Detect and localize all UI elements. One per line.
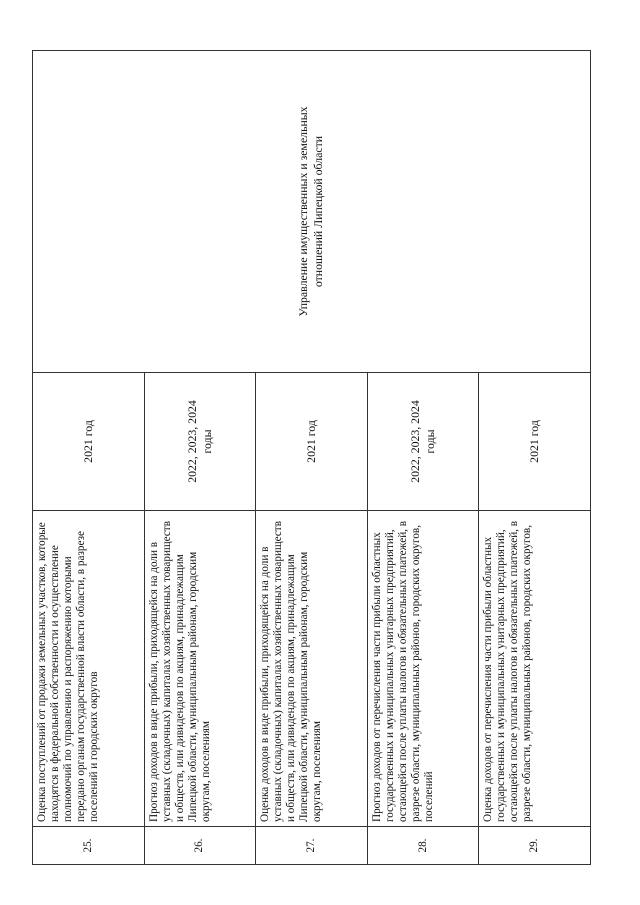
row-period: 2022, 2023, 2024 годы bbox=[144, 373, 256, 511]
rotated-table-container bbox=[32, 51, 590, 865]
row-number: 29. bbox=[479, 827, 591, 865]
row-description: Оценка поступлений от продажи земельных участков, которые находятся в федеральной собственности и осуществление полномочий по управлению и распоряжению которыми передано органам государственной власти области, в разрезе поселений и городских округов bbox=[33, 511, 145, 827]
table-row bbox=[33, 51, 145, 865]
row-period: 2021 год bbox=[479, 373, 591, 511]
row-number: 27. bbox=[256, 827, 368, 865]
row-description: Прогноз доходов от перечисления части прибыли областных государственных и муниципальных унитарных предприятий, остающейся после уплаты налогов и обязательных платежей, в разрезе области, муниципальных районов, городских округов, поселений bbox=[367, 511, 479, 827]
row-period: 2021 год bbox=[256, 373, 368, 511]
row-period: 2022, 2023, 2024 годы bbox=[367, 373, 479, 511]
responsible-organization: Управление имущественных и земельных отношений Липецкой области bbox=[33, 51, 591, 373]
row-number: 26. bbox=[144, 827, 256, 865]
row-number: 25. bbox=[33, 827, 145, 865]
row-number: 28. bbox=[367, 827, 479, 865]
row-period: 2021 год bbox=[33, 373, 145, 511]
revenue-forecast-table bbox=[32, 50, 591, 865]
row-description: Прогноз доходов в виде прибыли, приходящейся на доли в уставных (складочных) капиталах хозяйственных товариществ и обществ, или дивидендов по акциям, принадлежащим Липецкой области, муниципальным районам, городским округам, поселениям bbox=[144, 511, 256, 827]
row-description: Оценка доходов от перечисления части прибыли областных государственных и муниципальных унитарных предприятий, остающейся после уплаты налогов и обязательных платежей, в разрезе области, муниципальных районов, городских округов, bbox=[479, 511, 591, 827]
row-description: Оценка доходов в виде прибыли, приходящейся на доли в уставных (складочных) капиталах хозяйственных товариществ и обществ, или дивидендов по акциям, принадлежащим Липецкой области, муниципальным районам, городским округам, поселениям bbox=[256, 511, 368, 827]
